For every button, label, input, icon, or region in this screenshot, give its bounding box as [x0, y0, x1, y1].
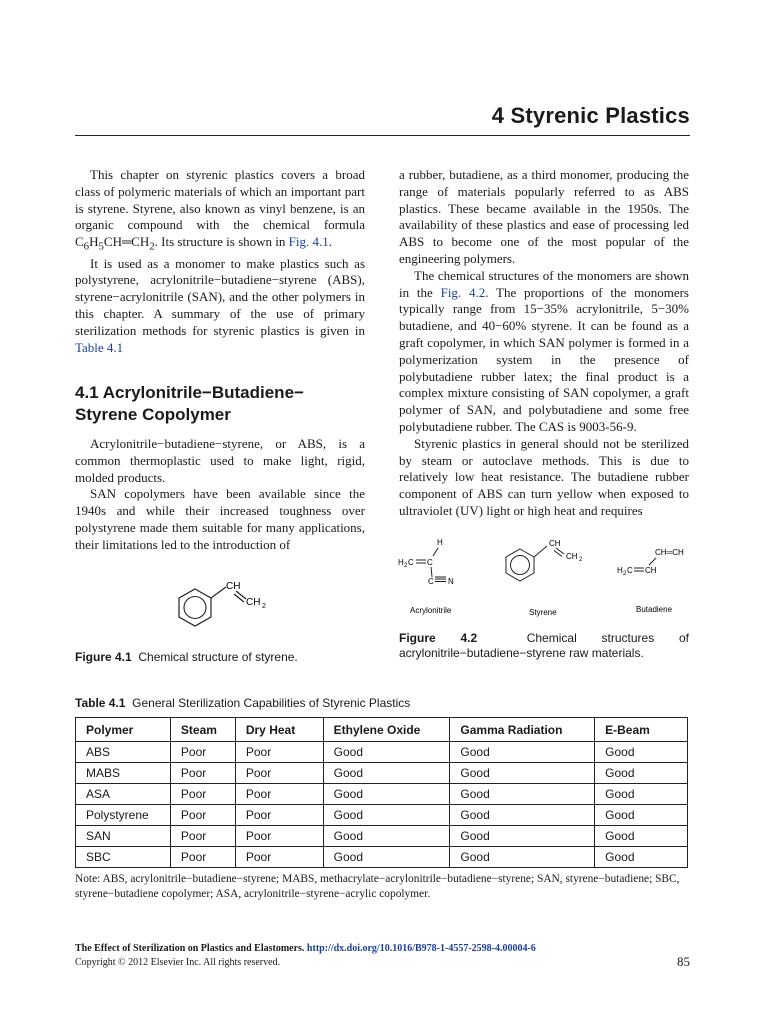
table-cell: Good: [450, 805, 595, 826]
table-cell: Good: [323, 763, 450, 784]
acrylonitrile-n-label: N: [448, 577, 454, 586]
col-header-steam: Steam: [170, 718, 235, 742]
book-title: The Effect of Sterilization on Plastics and Elastomers.: [75, 943, 305, 954]
butadiene-name: Butadiene: [636, 605, 673, 614]
col-header-polymer: Polymer: [76, 718, 171, 742]
table-row: [76, 847, 688, 868]
abs-monomers-figure: [392, 533, 692, 623]
butadiene-structure: [617, 548, 684, 614]
left-column-intro: [75, 167, 365, 356]
table-cell: Poor: [235, 847, 323, 868]
styrene-ch-label-2: CH: [549, 539, 561, 548]
table-header-row: [76, 718, 688, 742]
table-note: Note: ABS, acrylonitrile−butadiene−styrene; MABS, methacrylate−acrylonitrile−butadiene−styrene; SAN, styrene−butadiene; SBC, styrene−butadiene copolymer; ASA, acrylonitrile−styrene−acrylic copolymer.: [75, 873, 680, 900]
col-header-e-beam: E-Beam: [595, 718, 688, 742]
table-title: Table 4.1 General Sterilization Capabilities of Styrenic Plastics: [75, 696, 411, 710]
styrene-ch2-label-2: CH: [566, 552, 578, 561]
table-cell: Poor: [170, 826, 235, 847]
table-cell: Polystyrene: [76, 805, 171, 826]
styrene-structure: [506, 539, 583, 617]
table-cell: Good: [450, 742, 595, 763]
table-cell: Good: [595, 742, 688, 763]
table-cell: Poor: [170, 805, 235, 826]
styrene-ch2-label: CH: [246, 597, 261, 608]
right-column-text: [399, 167, 689, 520]
table-cell: SBC: [76, 847, 171, 868]
table-cell: Poor: [235, 805, 323, 826]
table-row: [76, 763, 688, 784]
col-header-ethylene-oxide: Ethylene Oxide: [323, 718, 450, 742]
table-cell: Good: [450, 847, 595, 868]
fig-4-2-link[interactable]: Fig. 4.2: [440, 284, 486, 300]
table-cell: Good: [450, 784, 595, 805]
col-header-dry-heat: Dry Heat: [235, 718, 323, 742]
svg-text:C: C: [627, 566, 633, 575]
table-cell: Poor: [170, 763, 235, 784]
chapter-title: 4 Styrenic Plastics: [491, 103, 690, 128]
left-column-section: [75, 436, 365, 554]
table-cell: Poor: [170, 742, 235, 763]
table-cell: Poor: [235, 742, 323, 763]
table-4-1-link[interactable]: Table 4.1: [75, 339, 124, 355]
table-cell: MABS: [76, 763, 171, 784]
styrene-ch-label: CH: [226, 581, 241, 592]
table-cell: Poor: [235, 763, 323, 784]
table-cell: Poor: [235, 784, 323, 805]
svg-text:C: C: [408, 558, 414, 567]
fig-4-1-link[interactable]: Fig. 4.1: [288, 234, 329, 250]
table-row: [76, 826, 688, 847]
summary-paragraph: It is used as a monomer to make plastics such as polystyrene, acrylonitrile−butadiene−styrene (ABS), styrene−acrylonitrile (SAN), and the other polymers in this chapter. A summary of the use of primary sterilization methods for styrenic plastics is given in Table 4.1: [75, 255, 365, 355]
copyright: Copyright © 2012 Elsevier Inc. All rights reserved.: [75, 957, 281, 968]
table-cell: ASA: [76, 784, 171, 805]
acrylonitrile-structure: [398, 538, 454, 615]
svg-text:2: 2: [623, 571, 627, 577]
doi-link[interactable]: http://dx.doi.org/10.1016/B978-1-4557-2598-4.00004-6: [306, 943, 536, 954]
styrene-structure-figure: [160, 575, 300, 640]
san-history-paragraph: SAN copolymers have been available since the 1940s and while their increased toughness over polystyrene made them suitable for many applications, their limitations led to the introduction of: [75, 486, 365, 552]
abs-origin-paragraph: a rubber, butadiene, as a third monomer, producing the range of materials popularly referred to as ABS plastics. These became available in the 1950s. The availability of these plastics and ease of processing led ABS to become one of the most popular of the engineering polymers.: [399, 167, 689, 266]
table-cell: Good: [323, 847, 450, 868]
page-number: 85: [677, 954, 690, 969]
table-cell: Poor: [170, 847, 235, 868]
table-cell: Poor: [170, 784, 235, 805]
table-cell: Good: [595, 847, 688, 868]
monomer-proportions-paragraph: The chemical structures of the monomers are shown in the Fig. 4.2. The proportions of the monomers typically range from 15−35% acrylonitrile, 5−30% butadiene, and 40−60% styrene. It can be found as a graft copolymer, in which SAN polymer is formed in a polymerization system in the presence of polybutadiene rubber latex; the final product is a complex mixture consisting of SAN copolymer, a graft polymer of SAN, and polybutadiene and some free polybutadiene rubber. The CAS is 9003-56-9.: [399, 267, 689, 434]
styrene-ch2-subscript: 2: [262, 603, 266, 610]
table-cell: Good: [323, 742, 450, 763]
svg-text:2: 2: [579, 557, 583, 563]
svg-text:C: C: [427, 558, 433, 567]
col-header-gamma: Gamma Radiation: [450, 718, 595, 742]
abs-definition-paragraph: Acrylonitrile−butadiene−styrene, or ABS, is a common thermoplastic used to make light, rigid, molded products.: [75, 436, 365, 485]
butadiene-h2c-label: H: [617, 566, 623, 575]
sterilization-table: [75, 717, 688, 868]
table-cell: Good: [450, 826, 595, 847]
table-cell: Good: [595, 826, 688, 847]
figure-4-2-caption: Figure 4.2 Chemical structures of acrylonitrile−butadiene−styrene raw materials.: [399, 631, 689, 660]
table-cell: ABS: [76, 742, 171, 763]
sterilization-paragraph: Styrenic plastics in general should not be sterilized by steam or autoclave methods. This is due to relatively low heat resistance. The butadiene rubber component of ABS can turn yellow when exposed to ultraviolet (UV) light or high heat and requires: [399, 435, 689, 518]
table-cell: Good: [595, 784, 688, 805]
table-cell: Good: [450, 763, 595, 784]
table-cell: SAN: [76, 826, 171, 847]
svg-text:2: 2: [404, 563, 408, 569]
table-cell: Good: [595, 763, 688, 784]
table-cell: Good: [323, 805, 450, 826]
table-cell: Good: [595, 805, 688, 826]
header-rule: [75, 135, 690, 136]
table-row: [76, 784, 688, 805]
table-cell: Good: [323, 826, 450, 847]
table-row: [76, 805, 688, 826]
section-heading: 4.1 Acrylonitrile−Butadiene− Styrene Copolymer: [75, 383, 304, 424]
svg-text:CH: CH: [645, 566, 657, 575]
butadiene-top-label: CH═CH: [655, 548, 684, 557]
figure-4-1-caption: Figure 4.1 Chemical structure of styrene.: [75, 650, 298, 664]
acrylonitrile-h2c-label: H: [398, 558, 404, 567]
acrylonitrile-name: Acrylonitrile: [410, 606, 452, 615]
styrene-name: Styrene: [529, 608, 557, 617]
table-cell: Good: [323, 784, 450, 805]
table-row: [76, 742, 688, 763]
intro-paragraph: This chapter on styrenic plastics covers a broad class of polymeric materials of which an important part is styrene. Styrene, also known as vinyl benzene, is an organic compound with the chemical formula $C_6H_5CH═CH_2$. Its structure is shown in Fig. 4.1.: [75, 167, 365, 253]
page-footer: [75, 942, 536, 970]
table-cell: Poor: [235, 826, 323, 847]
svg-text:C: C: [428, 577, 434, 586]
acrylonitrile-h-label: H: [437, 538, 443, 547]
